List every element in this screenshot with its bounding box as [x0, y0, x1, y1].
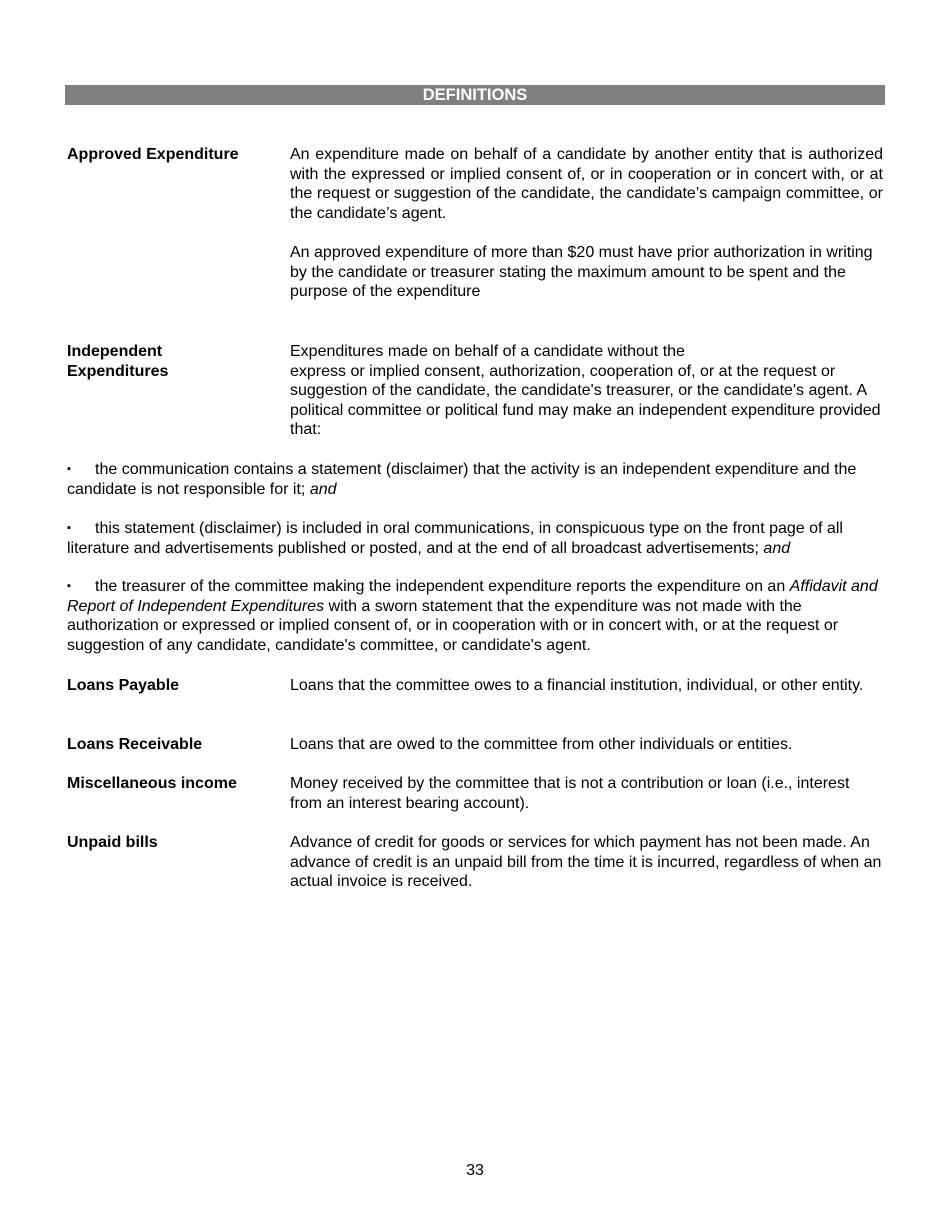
approved-expenditure-paragraph-2: An approved expenditure of more than $20 must have prior authorization in writing by the candidate or treasurer stating the maximum amount to be spent and the purpose of the expenditure: [290, 243, 873, 301]
page-number: 33: [466, 1162, 484, 1179]
condition-text: the communication contains a statement (disclaimer) that the activity is an independent expenditure and the candidate is not responsible for it;: [67, 461, 857, 498]
term-line-2: Expenditures: [67, 362, 169, 380]
condition-conjunction: and: [309, 480, 337, 498]
approved-expenditure-paragraph-1: An expenditure made on behalf of a candidate by another entity that is authorized with the expressed or implied consent of, or in cooperation or in concert with, or at the request or suggestion of the candidate, the candidate’s campaign committee, or the candidate’s agent.: [290, 146, 883, 222]
independent-expenditures-first-line: Expenditures made on behalf of a candidate without the: [290, 343, 685, 360]
description-loans-payable: Loans that the committee owes to a financial institution, individual, or other entity.: [290, 677, 864, 694]
term-loans-payable: Loans Payable: [67, 677, 180, 694]
description-miscellaneous-income: Money received by the committee that is not a contribution or loan (i.e., interest from an interest bearing account).: [290, 775, 850, 812]
bullet-icon: ▪: [67, 580, 71, 592]
definition-unpaid-bills: [67, 833, 885, 892]
independent-expenditures-text: express or implied consent, authorization, cooperation of, or at the request or suggestion of the candidate, the candidate's treasurer, or the candidate's agent. A political committee or political fund may make an independent expenditure provided that:: [290, 362, 881, 439]
term-unpaid-bills: Unpaid bills: [67, 834, 158, 851]
description-approved-expenditure: [290, 145, 883, 302]
condition-conjunction: and: [763, 539, 791, 557]
term-miscellaneous-income: Miscellaneous income: [67, 775, 237, 792]
description-independent-expenditures: [290, 342, 883, 440]
bullet-icon: ▪: [67, 522, 71, 534]
definition-independent-expenditures: [67, 342, 885, 440]
definition-miscellaneous-income: [67, 774, 885, 813]
condition-item-disclaimer-placement: [67, 519, 885, 558]
condition-item-treasurer-report: [67, 577, 885, 655]
term-independent-expenditures: [67, 342, 282, 381]
condition-text-before: the treasurer of the committee making the independent expenditure reports the expenditure on an: [95, 578, 786, 595]
affidavit-form-name: Affidavit and Report of Independent Expenditures: [67, 578, 878, 615]
definitions-header: DEFINITIONS: [65, 85, 885, 105]
definition-approved-expenditure: [67, 145, 885, 302]
description-loans-receivable: Loans that are owed to the committee from other individuals or entities.: [290, 736, 793, 753]
condition-text-after: with a sworn statement that the expenditure was not made with the authorization or expressed or implied consent of, or in cooperation with or in concert with, or at the request or suggestion of any candidate, candidate's committee, or candidate's agent.: [67, 597, 839, 654]
definition-loans-payable: [67, 676, 885, 696]
condition-item-disclaimer: [67, 460, 885, 499]
term-line-1: Independent: [67, 343, 163, 360]
condition-text: this statement (disclaimer) is included in oral communications, in conspicuous type on the front page of all literature and advertisements published or posted, and at the end of all broadcast advertisements;: [67, 520, 843, 557]
description-unpaid-bills: Advance of credit for goods or services for which payment has not been made. An advance of credit is an unpaid bill from the time it is incurred, regardless of when an actual invoice is received.: [290, 834, 882, 891]
definition-loans-receivable: [67, 735, 885, 755]
term-approved-expenditure: Approved Expenditure: [67, 146, 239, 163]
bullet-icon: ▪: [67, 463, 71, 475]
term-loans-receivable: Loans Receivable: [67, 736, 203, 753]
